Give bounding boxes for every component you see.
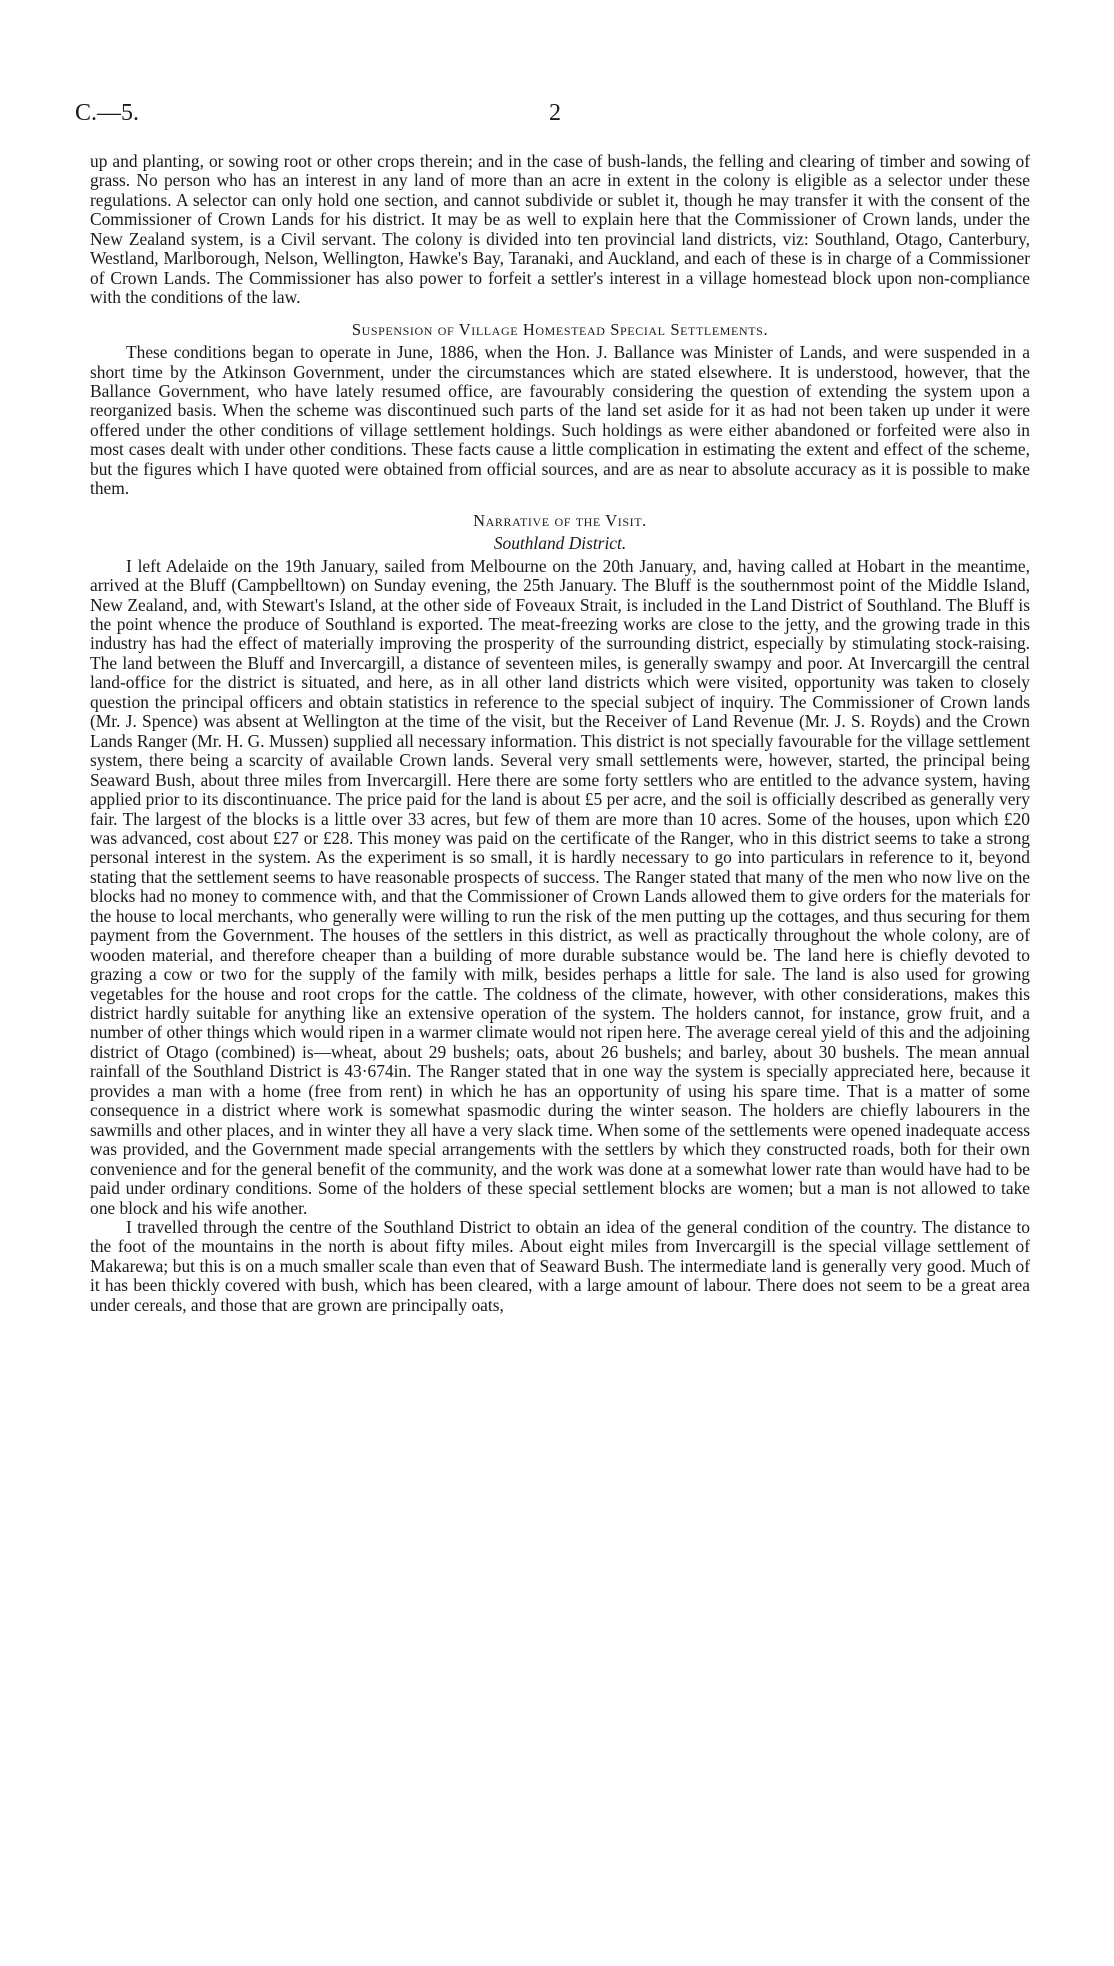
page-number: 2 bbox=[549, 100, 561, 126]
document-reference: C.—5. bbox=[75, 100, 140, 126]
southland-paragraph-2: I travelled through the centre of the Southland District to obtain an idea of the general condition of the country. The distance to the foot of the mountains in the north is about fifty miles. About eight miles from Invercargill is the special village settlement of Makarewa; but this is on a much smaller scale than even that of Seaward Bush. The intermediate land is generally very good. Much of it has been thickly covered with bush, which has been cleared, with a large amount of labour. There does not seem to be a great area under cereals, and those that are grown are principally oats, bbox=[90, 1217, 1030, 1315]
narrative-heading: Narrative of the Visit. bbox=[473, 510, 647, 530]
page-header bbox=[75, 100, 1035, 132]
southland-paragraph-1: I left Adelaide on the 19th January, sailed from Melbourne on the 20th January, and, having called at Hobart in the meantime, arrived at the Bluff (Campbelltown) on Sunday evening, the 25th January. The Bluff is the southernmost point of the Middle Island, New Zealand, and, with Stewart's Island, at the other side of Foveaux Strait, is included in the Land District of Southland. The Bluff is the point whence the produce of Southland is exported. The meat-freezing works are close to the jetty, and the growing trade in this industry has had the effect of materially improving the prosperity of the surrounding district, especially by stimulating stock-raising. The land between the Bluff and Invercargill, a distance of seventeen miles, is generally swampy and poor. At Invercargill the central land-office for the district is situated, and here, as in all other land districts which were visited, opportunity was taken to closely question the principal officers and obtain statistics in reference to the special subject of inquiry. The Commissioner of Crown lands (Mr. J. Spence) was absent at Wellington at the time of the visit, but the Receiver of Land Revenue (Mr. J. S. Royds) and the Crown Lands Ranger (Mr. H. G. Mussen) supplied all necessary information. This district is not specially favourable for the village settlement system, there being a scarcity of available Crown lands. Several very small settlements were, however, started, the principal being Seaward Bush, about three miles from Invercargill. Here there are some forty settlers who are entitled to the advance system, having applied prior to its discontinuance. The price paid for the land is about £5 per acre, and the soil is officially described as generally very fair. The largest of the blocks is a little over 33 acres, but few of them are more than 10 acres. Some of the houses, upon which £20 was advanced, cost about £27 or £28. This money was paid on the certificate of the Ranger, who in this district seems to take a strong personal interest in the system. As the experiment is so small, it is hardly necessary to go into particulars in reference to it, beyond stating that the settlement seems to have reasonable prospects of success. The Ranger stated that many of the men who now live on the blocks had no money to commence with, and that the Commissioner of Crown Lands allowed them to give orders for the materials for the house to local merchants, who generally were willing to run the risk of the men putting up the cottages, and thus securing for them payment from the Government. The houses of the settlers in this district, as well as practically throughout the whole colony, are of wooden material, and therefore cheaper than a building of more durable substance would be. The land here is chiefly devoted to grazing a cow or two for the supply of the family with milk, besides perhaps a little for sale. The land is also used for growing vegetables for the house and root crops for the cattle. The coldness of the climate, however, with other considerations, makes this district hardly suitable for anything like an extensive operation of the system. The holders cannot, for instance, grow fruit, and a number of other things which would ripen in a warmer climate would not ripen here. The average cereal yield of this and the adjoining district of Otago (combined) is—wheat, about 29 bushels; oats, about 26 bushels; and barley, about 30 bushels. The mean annual rainfall of the Southland District is 43·674in. The Ranger stated that in one way the system is specially appreciated here, because it provides a man with a home (free from rent) in which he has an opportunity of using his spare time. That is a matter of some consequence in a district where work is somewhat spasmodic during the winter season. The holders are chiefly labourers in the sawmills and other places, and in winter they all have a very slack time. When some of the settlements were opened inadequate access was provided, and the Government made special arrangements with the settlers by which they constructed roads, both for their own convenience and for the general benefit of the community, and the work was done at a somewhat lower rate than would have had to be paid under ordinary conditions. Some of the holders of these special settlement blocks are women; but a man is not allowed to take one block and his wife another. bbox=[90, 555, 1030, 1218]
intro-paragraph: up and planting, or sowing root or other crops therein; and in the case of bush-lands, the felling and clearing of timber and sowing of grass. No person who has an interest in any land of more than an acre in extent in the colony is eligible as a selector under these regulations. A selector can only hold one section, and cannot subdivide or sublet it, though he may transfer it with the consent of the Commissioner of Crown Lands for his district. It may be as well to explain here that the Commissioner of Crown lands, under the New Zealand system, is a Civil servant. The colony is divided into ten provincial land districts, viz: Southland, Otago, Canterbury, Westland, Marlborough, Nelson, Wellington, Hawke's Bay, Taranaki, and Auckland, and each of these is in charge of a Commissioner of Crown Lands. The Commissioner has also power to forfeit a settler's interest in a village homestead block upon non-compliance with the conditions of the law. bbox=[90, 151, 1030, 308]
body-text bbox=[90, 152, 1030, 1315]
suspension-paragraph: These conditions began to operate in June, 1886, when the Hon. J. Ballance was Minister of Lands, and were suspended in a short time by the Atkinson Government, under the circumstances which are stated elsewhere. It is understood, however, that the Ballance Government, who have lately resumed office, are favourably considering the question of extending the system upon a reorganized basis. When the scheme was discontinued such parts of the land set aside for it as had not been taken up under it were offered under the other conditions of village settlement holdings. Such holdings as were either abandoned or forfeited were also in most cases dealt with under other conditions. These facts cause a little complication in estimating the extent and effect of the scheme, but the figures which I have quoted were obtained from official sources, and are as near to absolute accuracy as it is possible to make them. bbox=[90, 342, 1030, 499]
suspension-heading: Suspension of Village Homestead Special Settlements. bbox=[351, 319, 769, 339]
southland-subheading: Southland District. bbox=[493, 533, 627, 554]
